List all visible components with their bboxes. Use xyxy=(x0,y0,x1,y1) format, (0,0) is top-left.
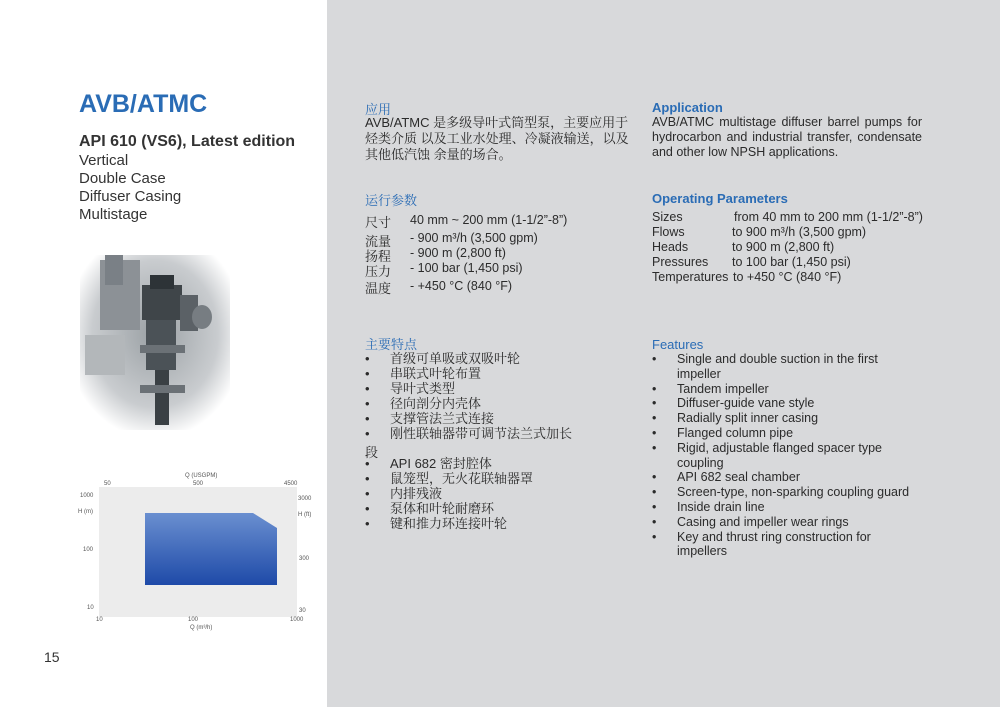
en-feature-item: • API 682 seal chamber xyxy=(652,470,924,485)
en-param-value: to 100 bar (1,450 psi) xyxy=(732,255,851,269)
cn-param-value: - 100 bar (1,450 psi) xyxy=(410,261,523,275)
cn-feature-wrap: 段 xyxy=(365,445,379,460)
en-param-value: from 40 mm to 200 mm (1-1/2”-8”) xyxy=(734,210,923,224)
en-features-heading: Features xyxy=(652,337,704,352)
en-feature-item: • Screen-type, non-sparking coupling guard xyxy=(652,485,924,500)
product-title: AVB/ATMC xyxy=(79,90,208,118)
right-tick: 3000 xyxy=(298,496,312,502)
right-tick: 300 xyxy=(299,556,310,562)
en-param-label: Flows xyxy=(652,225,685,239)
top-axis-label: Q (USGPM) xyxy=(185,473,218,479)
en-feature-item: • Key and thrust ring construction for impellers xyxy=(652,530,924,560)
top-tick: 4500 xyxy=(284,481,298,487)
cn-param-value: 40 mm ~ 200 mm (1-1/2”-8”) xyxy=(410,213,568,227)
right-axis-label: H (ft) xyxy=(298,512,312,518)
cn-features-list-2 xyxy=(365,457,635,532)
cn-feature-item: • 支撑管法兰式连接 xyxy=(365,412,635,427)
en-feature-item: • Inside drain line xyxy=(652,500,924,515)
en-application-text: AVB/ATMC multistage diffuser barrel pumps for hydrocarbon and industrial transfer, condensate and other low NPSH applications. xyxy=(652,115,922,159)
page-number: 15 xyxy=(44,649,60,665)
cn-feature-item: • 刚性联轴器带可调节法兰式加长 xyxy=(365,427,635,442)
performance-chart xyxy=(75,470,325,635)
cn-param-label: 压力 xyxy=(365,264,392,279)
en-param-value: to +450 °C (840 °F) xyxy=(733,270,842,284)
en-param-label: Temperatures xyxy=(652,270,729,284)
cn-feature-item: • 导叶式类型 xyxy=(365,382,635,397)
bottom-tick: 100 xyxy=(188,617,199,623)
en-param-value: to 900 m (2,800 ft) xyxy=(732,240,835,254)
bottom-axis-label: Q (m³/h) xyxy=(190,625,213,631)
pump-illustration xyxy=(80,255,230,430)
bottom-tick: 1000 xyxy=(290,617,304,623)
left-axis-label: H (m) xyxy=(78,509,93,515)
en-feature-item: • Tandem impeller xyxy=(652,382,924,397)
cn-feature-item: • 泵体和叶轮耐磨环 xyxy=(365,502,635,517)
spec-multistage: Multistage xyxy=(79,206,148,223)
spec-double-case: Double Case xyxy=(79,170,166,187)
en-feature-item: • Radially split inner casing xyxy=(652,411,924,426)
cn-param-label: 温度 xyxy=(365,281,392,296)
product-subtitle: API 610 (VS6), Latest edition xyxy=(79,133,296,150)
spec-vertical: Vertical xyxy=(79,152,129,169)
left-tick: 1000 xyxy=(80,493,94,499)
en-feature-item: • Rigid, adjustable flanged spacer type coupling xyxy=(652,441,924,471)
cn-params-heading: 运行参数 xyxy=(365,193,418,208)
en-param-label: Heads xyxy=(652,240,689,254)
cn-features-list xyxy=(365,352,635,441)
cn-application-text: AVB/ATMC 是多级导叶式筒型泵，主要应用于烃类介质 以及工业水处理、冷凝液输送，以及其他低汽蚀 余量的场合。 xyxy=(365,115,629,162)
bottom-tick: 10 xyxy=(96,617,103,623)
cn-feature-item: • 径向剖分内壳体 xyxy=(365,397,635,412)
en-params-heading: Operating Parameters xyxy=(652,191,788,206)
cn-features-heading: 主要特点 xyxy=(365,337,418,352)
cn-feature-item: • 鼠笼型，无火花联轴器罩 xyxy=(365,472,635,487)
cn-feature-item: • 键和推力环连接叶轮 xyxy=(365,517,635,532)
left-tick: 100 xyxy=(83,547,94,553)
operating-range-area xyxy=(145,513,277,585)
cn-param-label: 尺寸 xyxy=(365,215,392,230)
en-param-value: to 900 m³/h (3,500 gpm) xyxy=(732,225,867,239)
en-feature-item: • Casing and impeller wear rings xyxy=(652,515,924,530)
en-application-heading: Application xyxy=(652,100,723,115)
en-feature-item: • Flanged column pipe xyxy=(652,426,924,441)
en-param-label: Sizes xyxy=(652,210,683,224)
cn-param-value: - 900 m (2,800 ft) xyxy=(410,246,506,260)
right-tick: 30 xyxy=(299,608,306,614)
spec-diffuser-casing: Diffuser Casing xyxy=(79,188,182,205)
en-feature-item: • Diffuser-guide vane style xyxy=(652,396,924,411)
cn-feature-item: • 首级可单吸或双吸叶轮 xyxy=(365,352,635,367)
cn-param-label: 流量 xyxy=(365,234,392,249)
cn-application-heading: 应用 xyxy=(365,102,392,117)
en-feature-item: • Single and double suction in the first impeller xyxy=(652,352,924,382)
cn-param-value: - 900 m³/h (3,500 gpm) xyxy=(410,231,538,245)
cn-feature-item: • API 682 密封腔体 xyxy=(365,457,635,472)
cn-param-value: - +450 °C (840 °F) xyxy=(410,279,513,293)
cn-feature-item: • 串联式叶轮布置 xyxy=(365,367,635,382)
en-features-list xyxy=(652,352,924,559)
left-tick: 10 xyxy=(87,605,94,611)
cn-param-label: 扬程 xyxy=(365,249,392,264)
top-tick: 50 xyxy=(104,481,111,487)
top-tick: 500 xyxy=(193,481,204,487)
cn-feature-item: • 内排残液 xyxy=(365,487,635,502)
en-param-label: Pressures xyxy=(652,255,709,269)
